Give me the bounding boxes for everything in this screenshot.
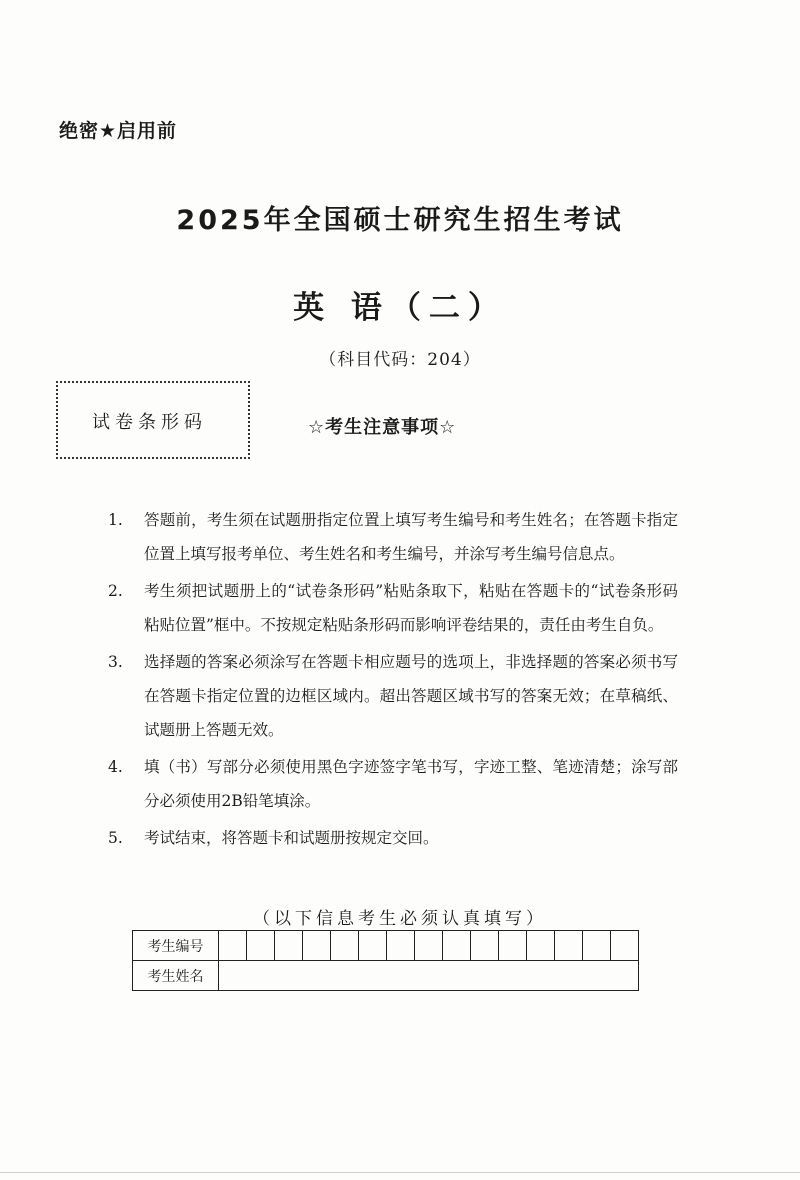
candidate-id-box[interactable] — [443, 931, 471, 961]
instruction-item — [108, 503, 678, 571]
page-bottom-edge — [0, 1172, 800, 1173]
instruction-list — [108, 503, 678, 855]
instruction-number: 4. — [108, 758, 123, 776]
candidate-id-box[interactable] — [555, 931, 583, 961]
instruction-text: 答题前，考生须在试题册指定位置上填写考生编号和考生姓名；在答题卡指定位置上填写报考单位、考生姓名和考生编号，并涂写考生编号信息点。 — [144, 511, 678, 563]
candidate-name-field[interactable] — [219, 961, 639, 991]
instruction-item — [108, 750, 678, 818]
subject-title: 英 语（二） — [293, 290, 507, 326]
candidate-id-box[interactable] — [471, 931, 499, 961]
candidate-id-box[interactable] — [583, 931, 611, 961]
candidate-name-row — [133, 961, 639, 991]
instruction-text: 考生须把试题册上的“试卷条形码”粘贴条取下，粘贴在答题卡的“试卷条形码粘贴位置”框中。不按规定粘贴条形码而影响评卷结果的，责任由考生自负。 — [144, 582, 678, 634]
instruction-number: 3. — [108, 653, 123, 671]
candidate-info-table — [132, 930, 639, 991]
instruction-number: 5. — [108, 829, 123, 847]
candidate-name-label: 考生姓名 — [133, 961, 219, 991]
candidate-id-box[interactable] — [499, 931, 527, 961]
candidate-id-label: 考生编号 — [133, 931, 219, 961]
instruction-item — [108, 574, 678, 642]
candidate-id-box[interactable] — [527, 931, 555, 961]
star-left-icon: ☆ — [308, 417, 326, 438]
fill-in-note: （以下信息考生必须认真填写） — [253, 909, 547, 929]
candidate-id-box[interactable] — [415, 931, 443, 961]
instruction-item — [108, 821, 678, 855]
instruction-item — [108, 645, 678, 747]
subject-code: （科目代码：204） — [319, 350, 481, 370]
candidate-id-box[interactable] — [387, 931, 415, 961]
instruction-number: 2. — [108, 582, 123, 600]
instruction-number: 1. — [108, 511, 123, 529]
candidate-id-box[interactable] — [303, 931, 331, 961]
instruction-text: 选择题的答案必须涂写在答题卡相应题号的选项上，非选择题的答案必须书写在答题卡指定位置的边框区域内。超出答题区域书写的答案无效；在草稿纸、试题册上答题无效。 — [144, 653, 678, 739]
instruction-text: 填（书）写部分必须使用黑色字迹签字笔书写，字迹工整、笔迹清楚；涂写部分必须使用2B铅笔填涂。 — [144, 758, 678, 810]
confidential-mark: 绝密★启用前 — [59, 120, 178, 142]
notice-heading — [308, 413, 456, 439]
barcode-label: 试卷条形码 — [92, 412, 207, 433]
instruction-text: 考试结束，将答题卡和试题册按规定交回。 — [144, 829, 439, 847]
star-right-icon: ☆ — [439, 417, 457, 438]
candidate-id-box[interactable] — [331, 931, 359, 961]
candidate-id-box[interactable] — [247, 931, 275, 961]
notice-heading-text: 考生注意事项 — [325, 417, 440, 438]
candidate-id-box[interactable] — [611, 931, 639, 961]
candidate-id-box[interactable] — [359, 931, 387, 961]
candidate-id-box[interactable] — [275, 931, 303, 961]
candidate-id-row — [133, 931, 639, 961]
candidate-id-box[interactable] — [219, 931, 247, 961]
exam-title: 2025年全国硕士研究生招生考试 — [176, 205, 624, 236]
